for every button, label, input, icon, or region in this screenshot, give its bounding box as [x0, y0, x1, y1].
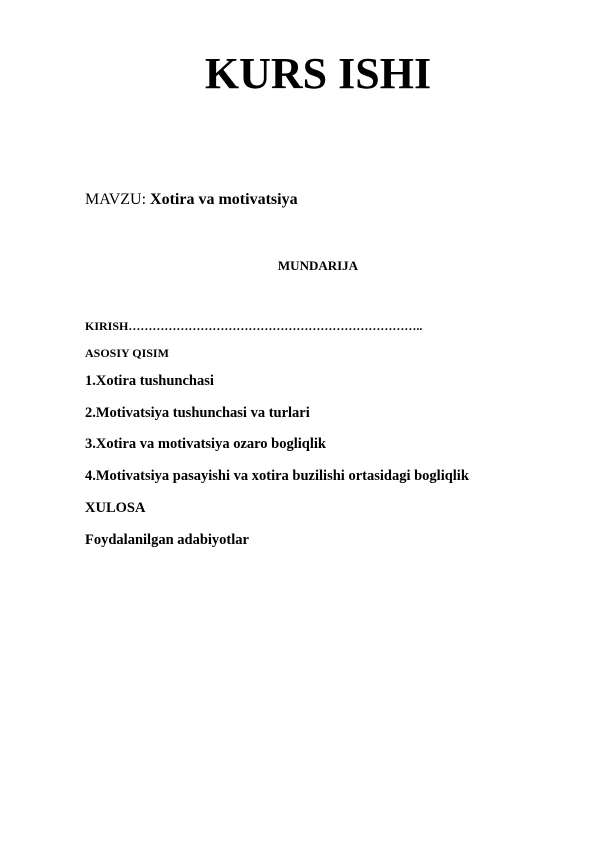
toc-item-1: 1.Xotira tushunchasi [85, 373, 214, 389]
topic-line [85, 190, 298, 210]
toc-item-2: 2.Motivatsiya tushunchasi va turlari [85, 405, 310, 421]
document-title: KURS ISHI [204, 49, 432, 98]
toc-heading: MUNDARIJA [277, 258, 359, 273]
toc-item-3: 3.Xotira va motivatsiya ozaro bogliqlik [85, 436, 326, 452]
toc-item-asosiy-qism: ASOSIY QISIM [85, 346, 169, 360]
topic-label: MAVZU: [85, 191, 147, 208]
toc-item-xulosa: XULOSA [85, 500, 146, 516]
topic-value: Xotira va motivatsiya [146, 191, 298, 208]
toc-item-kirish: KIRISH……………………………………………………………….. [85, 319, 423, 333]
toc-item-adabiyotlar: Foydalanilgan adabiyotlar [85, 532, 249, 548]
toc-item-4: 4.Motivatsiya pasayishi va xotira buzilishi ortasidagi bogliqlik [85, 468, 469, 484]
